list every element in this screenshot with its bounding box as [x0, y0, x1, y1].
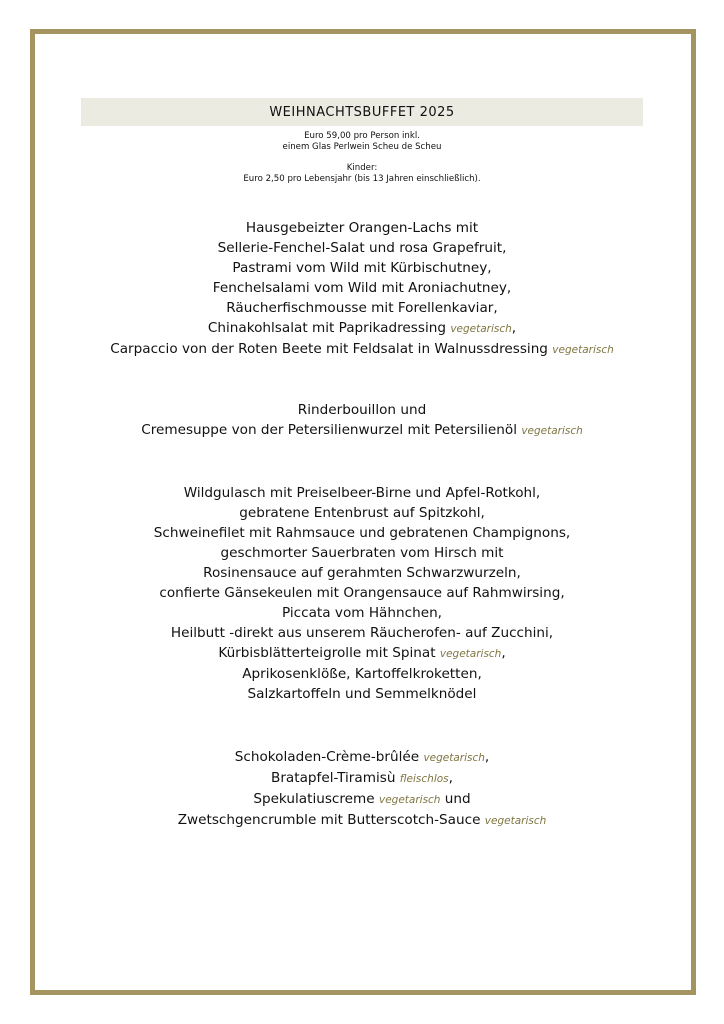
diet-tag: vegetarisch [484, 815, 547, 827]
menu-item [0, 747, 724, 768]
dish-text: Piccata vom Hähnchen, [281, 605, 443, 621]
dish-text: Zwetschgencrumble mit Butterscotch-Sauce [177, 812, 481, 828]
menu-item [0, 623, 724, 643]
dish-text: Räucherfischmousse mit Forellenkaviar, [226, 300, 498, 316]
menu-item [0, 810, 724, 831]
menu-item [0, 298, 724, 318]
menu-item [0, 768, 724, 789]
menu-item [0, 318, 724, 339]
menu-item [0, 258, 724, 278]
kids-label: Kinder: [346, 163, 378, 173]
menu-item [0, 789, 724, 810]
dish-text: Pastrami vom Wild mit Kürbischutney, [232, 260, 492, 276]
menu-item [0, 563, 724, 583]
kids-info [0, 163, 724, 185]
dish-text: Heilbutt -direkt aus unserem Räucherofen- auf Zucchini, [170, 625, 554, 641]
dish-text: Carpaccio von der Roten Beete mit Feldsalat in Walnussdressing [110, 341, 548, 357]
dish-text: Rinderbouillon und [297, 402, 427, 418]
dish-text: confierte Gänsekeulen mit Orangensauce auf Rahmwirsing, [159, 585, 565, 601]
dish-text: Bratapfel-Tiramisù [271, 770, 396, 786]
desserts-section [0, 747, 724, 831]
dish-text: Wildgulasch mit Preiselbeer-Birne und Apfel-Rotkohl, [183, 485, 541, 501]
diet-tag: vegetarisch [450, 323, 512, 335]
menu-item [0, 643, 724, 664]
menu-item [0, 503, 724, 523]
dish-text: geschmorter Sauerbraten vom Hirsch mit [220, 545, 504, 561]
dish-text: Fenchelsalami vom Wild mit Aroniachutney, [212, 280, 512, 296]
dish-text: Schokoladen-Crème-brûlée [234, 749, 420, 765]
dish-text: Hausgebeizter Orangen-Lachs mit [245, 220, 479, 236]
menu-item [0, 218, 724, 238]
menu-item [0, 278, 724, 298]
diet-tag: vegetarisch [552, 344, 614, 356]
starters-section [0, 218, 724, 360]
soups-section [0, 400, 724, 441]
menu-item [0, 603, 724, 623]
dish-suffix: , [501, 645, 506, 661]
menu-item [0, 543, 724, 563]
dish-text: Kürbisblätterteigrolle mit Spinat [218, 645, 436, 661]
dish-text: Sellerie-Fenchel-Salat und rosa Grapefruit, [217, 240, 507, 256]
dish-text: Rosinensauce auf gerahmten Schwarzwurzeln, [203, 565, 521, 581]
menu-item [0, 483, 724, 503]
dish-text: Cremesuppe von der Petersilienwurzel mit Petersilienöl [141, 422, 517, 438]
menu-title: WEIHNACHTSBUFFET 2025 [269, 104, 455, 120]
diet-tag: fleischlos [399, 773, 449, 785]
menu-item [0, 664, 724, 684]
dish-suffix: , [448, 770, 453, 786]
menu-item [0, 420, 724, 441]
dish-text: Aprikosenklöße, Kartoffelkroketten, [242, 666, 482, 682]
dish-suffix: , [484, 749, 490, 765]
mains-section [0, 483, 724, 704]
kids-price: Euro 2,50 pro Lebensjahr (bis 13 Jahren einschließlich). [243, 174, 481, 184]
menu-item [0, 400, 724, 420]
menu-item [0, 238, 724, 258]
dish-text: gebratene Entenbrust auf Spitzkohl, [239, 505, 485, 521]
diet-tag: vegetarisch [378, 794, 441, 806]
dish-text: Spekulatiuscreme [253, 791, 375, 807]
dish-text: Schweinefilet mit Rahmsauce und gebratenen Champignons, [153, 525, 571, 541]
menu-item [0, 339, 724, 360]
dish-text: Salzkartoffeln und Semmelknödel [247, 686, 477, 702]
menu-item [0, 684, 724, 704]
dish-suffix: und [444, 791, 471, 807]
menu-item [0, 583, 724, 603]
price-info [0, 131, 724, 153]
diet-tag: vegetarisch [439, 648, 502, 660]
diet-tag: vegetarisch [423, 752, 485, 764]
diet-tag: vegetarisch [521, 425, 583, 437]
price-line-1: Euro 59,00 pro Person inkl. [304, 131, 420, 141]
menu-title-bar [81, 98, 643, 126]
menu-item [0, 523, 724, 543]
dish-suffix: , [511, 320, 517, 336]
price-line-2: einem Glas Perlwein Scheu de Scheu [282, 142, 442, 152]
dish-text: Chinakohlsalat mit Paprikadressing [207, 320, 446, 336]
